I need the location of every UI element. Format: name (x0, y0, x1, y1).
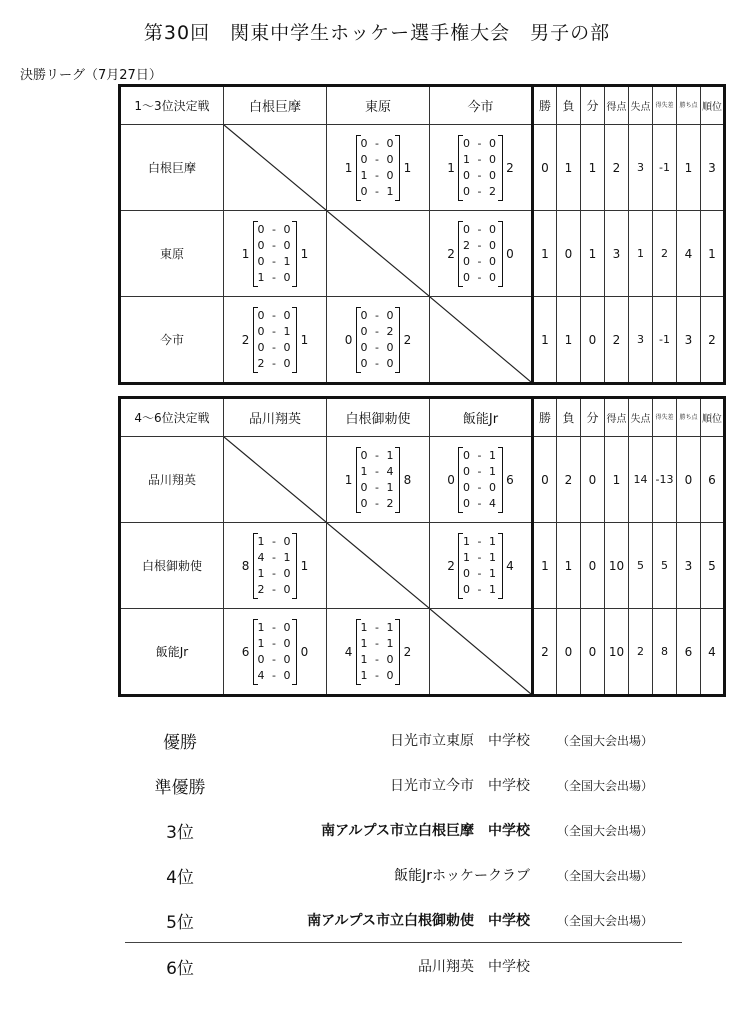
score-right: 2 (403, 332, 412, 347)
result-note: （全国大会出場） (557, 779, 654, 793)
score-right: 1 (300, 332, 309, 347)
bracket-left (253, 221, 258, 287)
results-divider (125, 942, 682, 943)
match-cell (224, 523, 327, 609)
period-score: 0 - 0 (257, 308, 293, 322)
team-row (120, 211, 725, 297)
result-rank: 5位 (166, 913, 194, 933)
match-cell (327, 125, 430, 211)
period-score: 1 - 0 (360, 168, 396, 182)
team-row (120, 609, 725, 696)
bracket-left (356, 307, 361, 373)
period-bracket (253, 533, 298, 599)
result-team: 南アルプス市立白根御勅使 中学校 (307, 913, 530, 929)
diagonal-cell (224, 437, 327, 523)
stat-value: 1 (605, 437, 629, 523)
period-score: 1 - 0 (257, 270, 293, 284)
stat-value: 10 (605, 523, 629, 609)
period-bracket (356, 447, 401, 513)
stat-value: 1 (701, 211, 725, 297)
period-score: 1 - 1 (360, 636, 396, 650)
result-row (0, 950, 754, 980)
bracket-right (292, 307, 297, 373)
stat-value: -1 (653, 297, 677, 384)
period-score: 0 - 0 (463, 480, 498, 494)
period-score: 0 - 1 (463, 448, 498, 462)
stat-value: 10 (605, 609, 629, 696)
stat-value: 0 (581, 523, 605, 609)
result-team: 南アルプス市立白根巨摩 中学校 (321, 823, 530, 839)
result-row (0, 904, 754, 934)
period-bracket (458, 533, 503, 599)
bracket-left (356, 619, 361, 685)
stat-value: 2 (605, 297, 629, 384)
bracket-left (356, 135, 361, 201)
period-score: 1 - 0 (257, 620, 293, 634)
score-left: 1 (241, 246, 250, 261)
team-header: 東原 (327, 86, 430, 125)
row-team-name: 品川翔英 (120, 437, 224, 523)
match-score (224, 523, 326, 608)
stat-value: 1 (581, 211, 605, 297)
result-row (0, 769, 754, 799)
league-header-row (120, 86, 725, 125)
score-left: 1 (344, 160, 353, 175)
period-score: 0 - 0 (257, 222, 293, 236)
match-score (224, 609, 326, 694)
stat-value: 1 (533, 297, 557, 384)
stat-value: 3 (677, 297, 701, 384)
period-score: 0 - 0 (360, 136, 396, 150)
score-right: 8 (403, 472, 412, 487)
stat-value: 1 (533, 211, 557, 297)
bracket-left (356, 447, 361, 513)
bracket-right (498, 447, 503, 513)
stat-value: 6 (701, 437, 725, 523)
team-header: 飯能Jr (430, 398, 533, 437)
row-team-name: 白根巨摩 (120, 125, 224, 211)
match-cell (430, 437, 533, 523)
period-score: 1 - 0 (257, 534, 293, 548)
bracket-right (395, 307, 400, 373)
match-score (430, 125, 531, 210)
stat-value: 5 (629, 523, 653, 609)
bracket-left (458, 221, 463, 287)
stat-value: 8 (653, 609, 677, 696)
score-left: 0 (447, 472, 455, 487)
league-table (118, 396, 726, 697)
period-score: 0 - 0 (463, 254, 498, 268)
period-score: 0 - 1 (463, 582, 498, 596)
stat-value: 14 (629, 437, 653, 523)
stat-value: 3 (605, 211, 629, 297)
period-score: 0 - 2 (463, 184, 498, 198)
period-score: 1 - 1 (463, 550, 498, 564)
stat-value: 0 (581, 297, 605, 384)
match-score (430, 523, 531, 608)
match-score (224, 211, 326, 296)
score-left: 2 (447, 246, 455, 261)
period-bracket (356, 135, 401, 201)
result-row (0, 724, 754, 754)
period-score: 2 - 0 (257, 356, 293, 370)
period-bracket (458, 135, 503, 201)
period-score: 0 - 0 (257, 340, 293, 354)
league-header-row (120, 398, 725, 437)
result-team: 日光市立東原 中学校 (390, 733, 530, 749)
stat-header: 勝 (533, 398, 557, 437)
stat-value: 2 (701, 297, 725, 384)
stat-value: 1 (533, 523, 557, 609)
stat-value: 2 (533, 609, 557, 696)
bracket-left (458, 447, 463, 513)
stat-value: 3 (629, 297, 653, 384)
team-header: 白根巨摩 (224, 86, 327, 125)
period-score: 0 - 0 (257, 238, 293, 252)
score-left: 2 (241, 332, 250, 347)
bracket-left (253, 619, 258, 685)
match-score (224, 297, 326, 382)
stat-value: 5 (701, 523, 725, 609)
period-score: 1 - 0 (360, 652, 396, 666)
period-score: 1 - 1 (463, 534, 498, 548)
period-bracket (356, 619, 401, 685)
bracket-left (253, 533, 258, 599)
period-score: 0 - 1 (463, 464, 498, 478)
period-score: 0 - 0 (360, 152, 396, 166)
diagonal-line (224, 125, 326, 210)
period-score: 1 - 0 (360, 668, 396, 682)
match-cell (327, 297, 430, 384)
stat-header: 順位 (701, 398, 725, 437)
match-cell (430, 211, 533, 297)
stat-header: 分 (581, 398, 605, 437)
result-team: 品川翔英 中学校 (418, 959, 530, 975)
match-score (430, 211, 531, 296)
row-team-name: 飯能Jr (120, 609, 224, 696)
league-label: 4～6位決定戦 (120, 398, 224, 437)
period-score: 0 - 1 (257, 324, 293, 338)
result-rank: 4位 (166, 868, 194, 888)
result-note: （全国大会出場） (557, 734, 654, 748)
score-left: 6 (241, 644, 250, 659)
bracket-left (253, 307, 258, 373)
period-score: 1 - 0 (257, 636, 293, 650)
stat-header: 失点 (629, 86, 653, 125)
score-left: 2 (447, 558, 455, 573)
page-title: 第30回 関東中学生ホッケー選手権大会 男子の部 (143, 22, 611, 44)
result-note: （全国大会出場） (557, 914, 654, 928)
team-row (120, 523, 725, 609)
period-score: 0 - 4 (463, 496, 498, 510)
stat-value: 0 (557, 609, 581, 696)
period-score: 4 - 1 (257, 550, 293, 564)
league-table (118, 84, 726, 385)
score-right: 6 (506, 472, 514, 487)
team-row (120, 125, 725, 211)
match-score (327, 609, 429, 694)
score-left: 0 (344, 332, 353, 347)
bracket-right (498, 221, 503, 287)
score-left: 1 (344, 472, 353, 487)
stat-value: 0 (557, 211, 581, 297)
bracket-right (395, 135, 400, 201)
match-score (327, 125, 429, 210)
diagonal-cell (430, 297, 533, 384)
row-team-name: 今市 (120, 297, 224, 384)
match-cell (327, 437, 430, 523)
bracket-right (498, 135, 503, 201)
team-header: 品川翔英 (224, 398, 327, 437)
score-right: 1 (403, 160, 412, 175)
period-score: 0 - 0 (463, 222, 498, 236)
league-label: 1～3位決定戦 (120, 86, 224, 125)
diagonal-line (430, 297, 531, 382)
stat-value: 3 (629, 125, 653, 211)
stat-header: 勝ち点 (677, 398, 701, 437)
stat-value: 1 (581, 125, 605, 211)
stat-value: 0 (581, 609, 605, 696)
diagonal-cell (327, 523, 430, 609)
period-score: 0 - 1 (257, 254, 293, 268)
result-row (0, 814, 754, 844)
diagonal-cell (327, 211, 430, 297)
result-team: 日光市立今市 中学校 (390, 778, 530, 794)
period-score: 0 - 0 (360, 356, 396, 370)
stat-value: 6 (677, 609, 701, 696)
period-score: 0 - 1 (360, 480, 396, 494)
score-left: 1 (447, 160, 455, 175)
period-score: 0 - 0 (360, 340, 396, 354)
period-score: 0 - 0 (463, 168, 498, 182)
period-score: 0 - 2 (360, 496, 396, 510)
score-right: 1 (300, 246, 309, 261)
bracket-right (498, 533, 503, 599)
match-score (430, 437, 531, 522)
stat-header: 得点 (605, 86, 629, 125)
diagonal-line (224, 437, 326, 522)
result-note: （全国大会出場） (557, 869, 654, 883)
stat-value: 0 (533, 125, 557, 211)
score-left: 8 (241, 558, 250, 573)
bracket-right (395, 619, 400, 685)
stat-header: 勝 (533, 86, 557, 125)
stat-value: 1 (629, 211, 653, 297)
stat-header: 負 (557, 398, 581, 437)
match-score (327, 437, 429, 522)
period-bracket (458, 447, 503, 513)
stat-header: 得失差 (653, 398, 677, 437)
team-row (120, 437, 725, 523)
league-subtitle: 決勝リーグ（7月27日） (20, 68, 162, 83)
stat-value: 3 (701, 125, 725, 211)
bracket-right (292, 533, 297, 599)
result-note: （全国大会出場） (557, 824, 654, 838)
stat-value: 0 (677, 437, 701, 523)
match-cell (224, 609, 327, 696)
team-row (120, 297, 725, 384)
bracket-right (395, 447, 400, 513)
diagonal-line (327, 211, 429, 296)
score-right: 4 (506, 558, 514, 573)
period-bracket (253, 307, 298, 373)
stat-value: -13 (653, 437, 677, 523)
stat-header: 勝ち点 (677, 86, 701, 125)
match-cell (430, 125, 533, 211)
stat-value: 1 (557, 297, 581, 384)
match-cell (224, 297, 327, 384)
stat-header: 得点 (605, 398, 629, 437)
score-right: 0 (506, 246, 514, 261)
stat-value: 2 (653, 211, 677, 297)
score-right: 2 (506, 160, 514, 175)
diagonal-line (430, 609, 531, 694)
team-header: 白根御勅使 (327, 398, 430, 437)
match-cell (327, 609, 430, 696)
stat-header: 失点 (629, 398, 653, 437)
diagonal-cell (430, 609, 533, 696)
score-right: 0 (300, 644, 309, 659)
stat-value: 1 (677, 125, 701, 211)
stat-value: 4 (701, 609, 725, 696)
stat-value: 4 (677, 211, 701, 297)
stat-value: 2 (629, 609, 653, 696)
stat-header: 分 (581, 86, 605, 125)
diagonal-line (327, 523, 429, 608)
result-row (0, 859, 754, 889)
period-bracket (253, 619, 298, 685)
period-score: 1 - 0 (463, 152, 498, 166)
period-score: 0 - 1 (360, 184, 396, 198)
period-score: 1 - 4 (360, 464, 396, 478)
period-score: 2 - 0 (257, 582, 293, 596)
bracket-left (458, 533, 463, 599)
match-score (327, 297, 429, 382)
period-bracket (253, 221, 298, 287)
period-score: 0 - 0 (463, 270, 498, 284)
period-score: 0 - 1 (463, 566, 498, 580)
period-score: 1 - 1 (360, 620, 396, 634)
period-score: 0 - 0 (360, 308, 396, 322)
stat-header: 得失差 (653, 86, 677, 125)
period-score: 0 - 0 (257, 652, 293, 666)
stat-value: 3 (677, 523, 701, 609)
result-rank: 優勝 (163, 733, 197, 753)
stat-value: 0 (581, 437, 605, 523)
period-score: 4 - 0 (257, 668, 293, 682)
stat-header: 順位 (701, 86, 725, 125)
stat-value: 2 (605, 125, 629, 211)
score-right: 2 (403, 644, 412, 659)
row-team-name: 白根御勅使 (120, 523, 224, 609)
team-header: 今市 (430, 86, 533, 125)
stat-value: 2 (557, 437, 581, 523)
stat-value: 0 (533, 437, 557, 523)
bracket-left (458, 135, 463, 201)
period-bracket (458, 221, 503, 287)
stat-value: -1 (653, 125, 677, 211)
score-left: 4 (344, 644, 353, 659)
period-score: 0 - 2 (360, 324, 396, 338)
match-cell (224, 211, 327, 297)
row-team-name: 東原 (120, 211, 224, 297)
bracket-right (292, 619, 297, 685)
match-cell (430, 523, 533, 609)
diagonal-cell (224, 125, 327, 211)
period-score: 2 - 0 (463, 238, 498, 252)
stat-value: 1 (557, 125, 581, 211)
period-score: 1 - 0 (257, 566, 293, 580)
stat-value: 1 (557, 523, 581, 609)
bracket-right (292, 221, 297, 287)
score-right: 1 (300, 558, 309, 573)
stat-value: 5 (653, 523, 677, 609)
result-rank: 準優勝 (154, 778, 206, 798)
result-team: 飯能Jrホッケークラブ (394, 868, 530, 884)
stat-header: 負 (557, 86, 581, 125)
period-bracket (356, 307, 401, 373)
period-score: 0 - 0 (463, 136, 498, 150)
result-rank: 3位 (166, 823, 194, 843)
result-rank: 6位 (166, 959, 194, 979)
period-score: 0 - 1 (360, 448, 396, 462)
